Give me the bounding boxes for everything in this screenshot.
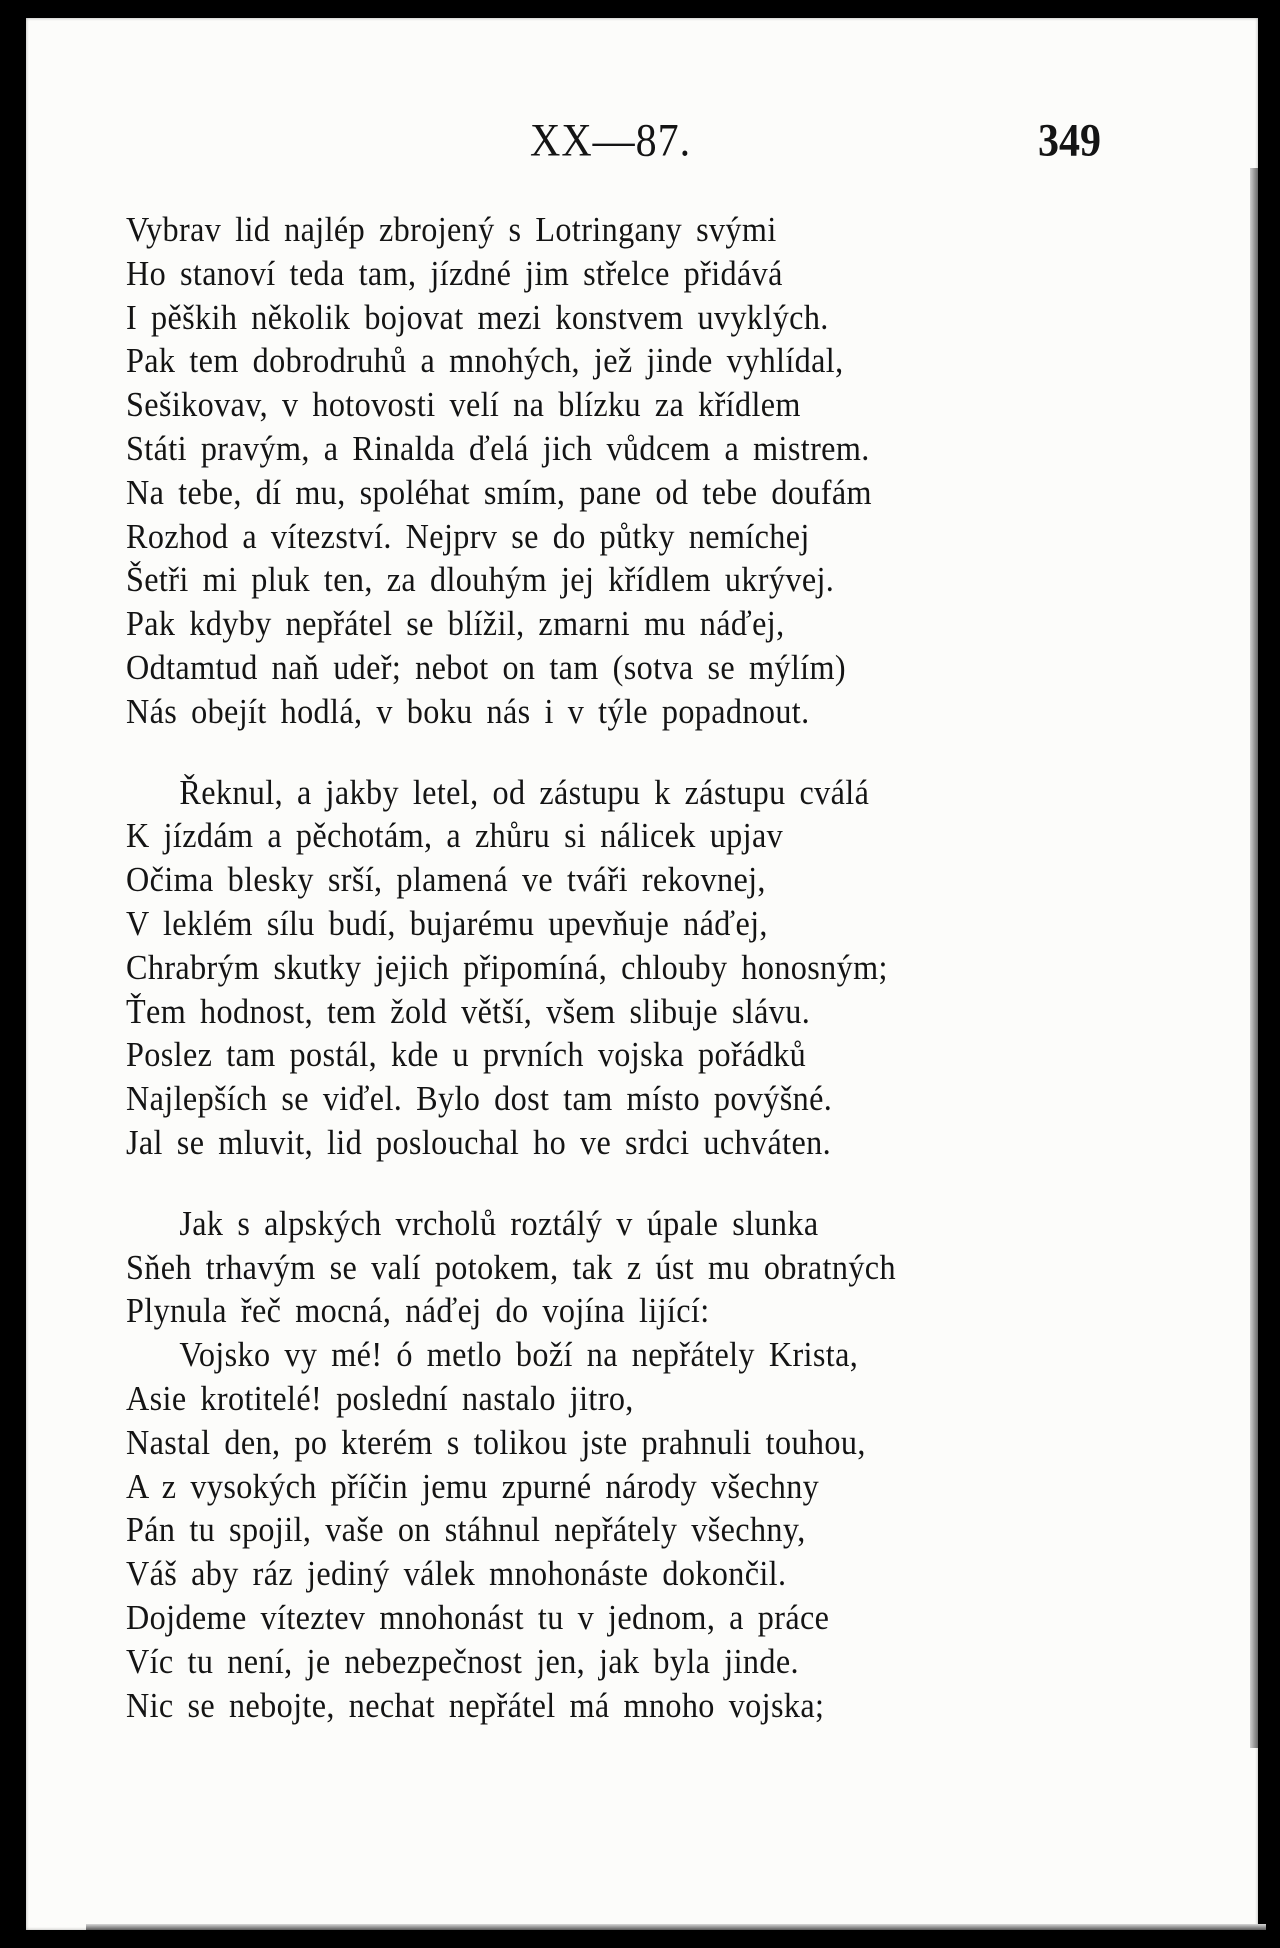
verse-line: V leklém sílu budí, bujarému upevňuje náďej,	[126, 903, 768, 943]
verse-line: Pak tem dobrodruhů a mnohých, jež jinde vyhlídal,	[126, 341, 844, 381]
verse-line: I pěških několik bojovat mezi konstvem uvyklých.	[126, 297, 829, 337]
verse-line: Nás obejít hodlá, v boku nás i v týle popadnout.	[126, 691, 810, 731]
verse-line: Pak kdyby nepřátel se blížil, zmarni mu náďej,	[126, 604, 785, 644]
verse-line: Vybrav lid najlép zbrojený s Lotringany svými	[126, 210, 777, 249]
page-bottom-shadow	[86, 1924, 1266, 1930]
book-page	[26, 18, 1258, 1930]
verse-line: Sňeh trhavým se valí potokem, tak z úst mu obratných	[126, 1247, 896, 1287]
verse-line: Poslez tam postál, kde u prvních vojska pořádků	[126, 1035, 807, 1075]
verse-line: Odtamtud naň udeř; nebot on tam (sotva se mýlím)	[126, 647, 847, 687]
poem-text	[126, 208, 1206, 1727]
page-edge-shadow	[1250, 168, 1258, 1748]
verse-line: Sešikovav, v hotovosti velí na blízku za křídlem	[126, 385, 801, 425]
running-header	[26, 114, 1258, 174]
verse-line: Řeknul, a jakby letel, od zástupu k zástupu cválá	[179, 772, 870, 812]
verse-line: Váš aby ráz jediný válek mnohonáste dokončil.	[126, 1554, 787, 1594]
verse-line: Nastal den, po kterém s tolikou jste prahnuli touhou,	[126, 1422, 866, 1462]
verse-line: Jak s alpských vrcholů roztálý v úpale slunka	[179, 1203, 819, 1243]
verse-line: Plynula řeč mocná, náďej do vojína lijící:	[126, 1291, 710, 1331]
page-number: 349	[1038, 115, 1101, 167]
verse-line: A z vysokých příčin jemu zpurné národy všechny	[126, 1466, 820, 1506]
stanza	[126, 771, 1206, 1165]
stanza	[126, 1202, 1206, 1728]
verse-line: Šetři mi pluk ten, za dlouhým jej křídlem ukrývej.	[126, 560, 835, 600]
verse-line: Pán tu spojil, vaše on stáhnul nepřátely všechny,	[126, 1510, 806, 1550]
verse-line: K jízdám a pěchotám, a zhůru si nálicek upjav	[126, 816, 784, 856]
verse-line: Víc tu není, je nebezpečnost jen, jak byla jinde.	[126, 1641, 799, 1681]
verse-line: Státi pravým, a Rinalda ďelá jich vůdcem a mistrem.	[126, 428, 870, 468]
verse-line: Ho stanoví teda tam, jízdné jim střelce přidává	[126, 253, 783, 293]
verse-line: Ťem hodnost, tem žold větší, všem slibuje slávu.	[126, 991, 811, 1031]
verse-line: Najlepších se viďel. Bylo dost tam místo povýšné.	[126, 1079, 833, 1119]
verse-line: Asie krotitelé! poslední nastalo jitro,	[126, 1378, 634, 1418]
verse-line: Vojsko vy mé! ó metlo boží na nepřátely Krista,	[179, 1335, 859, 1375]
verse-line: Nic se nebojte, nechat nepřátel má mnoho vojska;	[126, 1685, 825, 1725]
verse-line: Rozhod a vítezství. Nejprv se do půtky nemíchej	[126, 516, 810, 556]
verse-line: Na tebe, dí mu, spoléhat smím, pane od tebe doufám	[126, 472, 872, 512]
section-marker: XX—87.	[530, 115, 692, 167]
verse-line: Jal se mluvit, lid poslouchal ho ve srdci uchváten.	[126, 1122, 832, 1162]
verse-line: Dojdeme víteztev mnohonást tu v jednom, a práce	[126, 1597, 830, 1637]
stanza	[126, 208, 1206, 734]
verse-line: Očima blesky srší, plamená ve tváři rekovnej,	[126, 860, 766, 900]
verse-line: Chrabrým skutky jejich připomíná, chlouby honosným;	[126, 947, 888, 987]
